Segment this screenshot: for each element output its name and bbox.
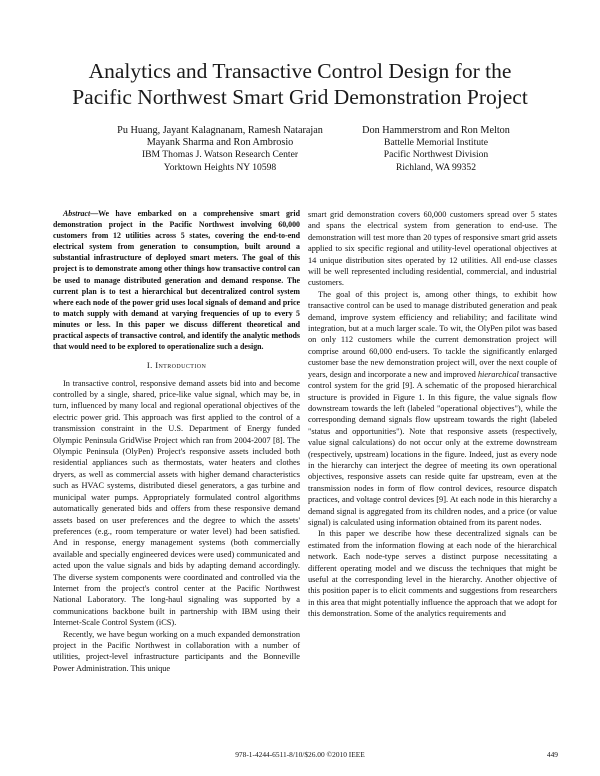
hierarchical-emphasis: hierarchical: [477, 369, 519, 379]
author-affiliation: IBM Thomas J. Watson Research Center: [141, 149, 299, 161]
title-line-2: Pacific Northwest Smart Grid Demonstration Project: [72, 85, 528, 109]
author-block-battelle: [354, 125, 518, 174]
paper-title: [40, 58, 560, 110]
author-address: Yorktown Heights NY 10598: [163, 161, 277, 173]
right-paragraph-1: smart grid demonstration covers 60,000 customers spread over 5 states and spans the electrical system from generation to end-use. The demonstration will test more than 20 types of responsive smart grid assets applied to six specific regional and utility-level operational objectives at 14 unique distribution sites operated by 12 utilities. All end-use classes will be well represented including residential, commercial, and industrial customers.: [308, 210, 557, 288]
author-affiliation: Battelle Memorial Institute: [384, 137, 488, 149]
author-names: Don Hammerstrom and Ron Melton: [362, 125, 510, 136]
abstract-lead: Abstract: [63, 209, 91, 218]
author-names-line-2: Mayank Sharma and Ron Ambrosio: [146, 137, 294, 149]
section-title: Introduction: [155, 360, 207, 371]
footer-isbn: 978-1-4244-6511-8/10/$26.00 ©2010 IEEE: [235, 750, 365, 759]
footer-page-number: 449: [546, 750, 558, 759]
author-address: Richland, WA 99352: [395, 161, 477, 173]
right-paragraph-2-part-b: transactive control system for the grid [9]. A schematic of the proposed hierarchical structure is provided in Figure 1. In this figure, the value signals flow downstream towards the left (labeled "operational objectives"), while the corresponding demand signals flow upstream towards the right (labeled "status and opportunities"). Note that responsive assets (respectively, value signal calculations) do not occur only at the extreme downstream (respectively, upstream) locations in the figure. Indeed, just as every node in the hierarchy can interject the degree of meeting its own operational objectives, responsive assets can reside quite far upstream, even at the transmission nodes in form of flow control devices, resource dispatch practices, and voltage control devices [9]. At each node in this hierarchy a demand signal is aggregated from its children nodes, and a price (or value signal) is calculated using information obtained from its parent nodes.: [308, 369, 558, 527]
abstract-text: —We have embarked on a comprehensive smart grid demonstration project in the Pacific Northwest involving 60,000 customers from 12 utilities across 5 states, covering the end-to-end electrical system from generation to consumption, built around a substantial infrastructure of deployed smart meters. The goal of this project is to demonstrate among other things how transactive control can be used to manage distributed generation and demand response. The current plan is to test a hierarchical but decentralized control system where each node of the power grid uses local signals of demand and price to match supply with demand at varying frequencies of up to every 5 minutes or less. In this paper we discuss different theoretical and practical aspects of transactive control, and identify the analytic methods that would need to be explored to operationalize such a design.: [53, 209, 300, 352]
right-paragraph-2: [308, 289, 557, 529]
left-column: [53, 208, 300, 674]
title-line-1: Analytics and Transactive Control Design for the: [88, 59, 512, 83]
right-paragraph-3: In this paper we describe how these decentralized signals can be estimated from the information flowing at each node of the hierarchical network. Each node-type serves a distinct purpose necessitating a different operating model and we discuss the techniques that might be useful at the corresponding level in the hierarchy. Another objective of this position paper is to elicit comments and suggestions from researchers in this area that might potentially influence the approach that we adopt for this demonstration. Some of the analytics requirements and: [308, 529, 557, 619]
author-division: Pacific Northwest Division: [383, 149, 489, 161]
author-block-ibm: [88, 125, 352, 174]
section-numeral: I.: [146, 360, 153, 371]
abstract: [53, 208, 300, 352]
section-heading-introduction: [53, 360, 300, 371]
right-column: [308, 209, 557, 620]
intro-paragraph-2: Recently, we have begun working on a much expanded demonstration project in the Pacific Northwest in collaboration with a number of utilities, project-level infrastructure participants and the Bonneville Power Administration. This unique: [53, 629, 300, 673]
author-names-line-1: Pu Huang, Jayant Kalagnanam, Ramesh Natarajan: [117, 125, 323, 136]
intro-paragraph-1: In transactive control, responsive demand assets bid into and become controlled by a single, shared, price-like value signal, which may be, in turn, influenced by many local and regional operational objectives of the electric power grid. This approach was first applied to the control of a transmission constraint in the U.S. Department of Energy funded Olympic Peninsula GridWise Project which ran from 2004-2007 [8]. The Olympic Peninsula (OlyPen) Project's responsive assets included both residential appliances such as thermostats, water heaters and clothes dryers, as well as commercial assets with higher demand characteristics such as HVAC systems, distributed diesel generators, a gas turbine and municipal water pumps. Appropriately formulated control algorithms automatically generated bids and offers from these responsive demand assets based on user preferences and the degree to which the assets' preferences (e.g., room temperature or water level) had been satisfied. And in response, energy management systems (both commercially available and specially engineered devices were used) communicated and acted upon the value signals and bids by adapting demand accordingly. The diverse system components were coordinated and controlled via the Internet from the project's control center at the Pacific Northwest National Laboratory. The long-haul signaling was supported by a communications backbone built in partnership with IBM using their Internet-Scale Control System (iCS).: [53, 378, 300, 628]
right-paragraph-2-part-a: The goal of this project is, among other things, to exhibit how transactive control can be used to manage distributed generation and peak demand, improve system efficiency and reliability; and facilitate wind integration, but at a much larger scale. To wit, the OlyPen pilot was based on only 112 customers while the current demonstration project will comprise around 60,000 end-users. To tackle the significantly enlarged customer base the new demonstration project will, over the next couple of years, design and incorporate a new and improved: [308, 289, 557, 379]
